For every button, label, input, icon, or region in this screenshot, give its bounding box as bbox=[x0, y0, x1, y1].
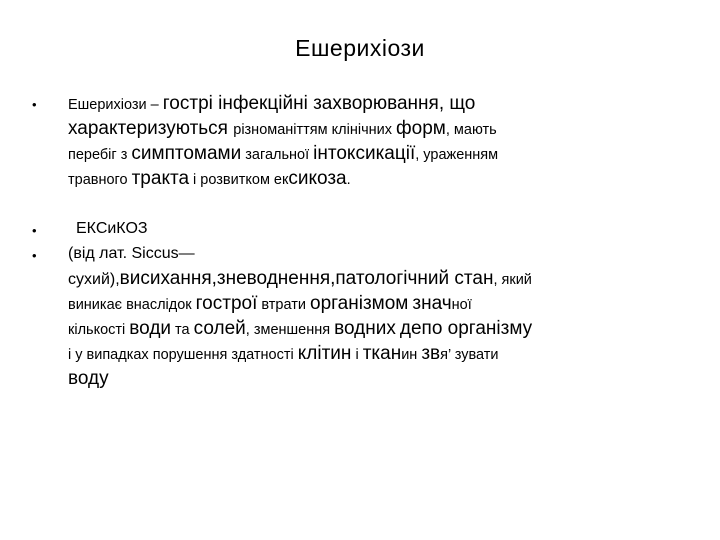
text-run: води bbox=[129, 318, 172, 339]
text-run: патологічний стан bbox=[335, 268, 494, 289]
text-run: травного bbox=[68, 172, 132, 188]
paragraph-exicosis-definition bbox=[68, 241, 688, 391]
text-run: клітин bbox=[297, 343, 352, 364]
exicosis-term: ЕКСиКОЗ bbox=[76, 220, 148, 237]
paragraph-line bbox=[68, 116, 688, 141]
text-run: солей bbox=[193, 318, 246, 339]
text-run: ин bbox=[401, 347, 422, 363]
bullet-marker-1: • bbox=[32, 97, 37, 112]
text-run: і у випадках порушення здатності bbox=[68, 347, 298, 363]
text-run: депо організму bbox=[399, 318, 533, 339]
bullet-marker-2: • bbox=[32, 223, 37, 238]
text-run: воду bbox=[68, 368, 109, 389]
text-run: , ураженням bbox=[415, 147, 499, 163]
bullet-marker-3: • bbox=[32, 248, 37, 263]
paragraph-line bbox=[68, 366, 688, 391]
text-run: , зменшення bbox=[245, 322, 335, 338]
text-run: втрати bbox=[257, 297, 311, 313]
text-run: водних bbox=[334, 318, 396, 339]
text-run: ткан bbox=[362, 343, 402, 364]
text-run: висихання, bbox=[119, 268, 217, 289]
text-run: , мають bbox=[445, 122, 497, 138]
text-run: зв bbox=[421, 343, 441, 364]
text-run: кількості bbox=[68, 322, 130, 338]
text-run: тракта bbox=[131, 168, 190, 189]
paragraph-line bbox=[68, 341, 688, 366]
slide-title: Ешерихіози bbox=[295, 35, 425, 61]
text-run: симптомами bbox=[131, 143, 242, 164]
paragraph-line bbox=[68, 166, 688, 191]
text-run: я’ зувати bbox=[440, 347, 499, 363]
text-run: Ешерихіози bbox=[68, 97, 147, 113]
text-run: – bbox=[146, 97, 163, 113]
text-run: гострої bbox=[195, 293, 258, 314]
text-run: . bbox=[346, 172, 351, 188]
text-run: перебіг з bbox=[68, 147, 132, 163]
text-run: (від лат. Siccus— bbox=[68, 245, 195, 262]
paragraph-line bbox=[68, 316, 688, 341]
paragraph-line bbox=[68, 91, 688, 116]
text-run: інтоксикації bbox=[313, 143, 416, 164]
paragraph-line bbox=[68, 266, 688, 291]
text-run: загальної bbox=[241, 147, 314, 163]
text-run: сухий), bbox=[68, 271, 120, 288]
text-run: ної bbox=[451, 297, 472, 313]
text-run: знач bbox=[412, 293, 452, 314]
paragraph-line bbox=[68, 241, 688, 266]
text-run: та bbox=[171, 322, 194, 338]
text-run: організмом bbox=[310, 293, 409, 314]
paragraph-line bbox=[68, 291, 688, 316]
paragraph-exicosis-term bbox=[76, 216, 696, 241]
text-run: і bbox=[351, 347, 363, 363]
paragraph-eshericioses-definition bbox=[68, 91, 688, 191]
text-run: різноманіттям клінічних bbox=[233, 122, 397, 138]
text-run: і розвитком ек bbox=[189, 172, 289, 188]
text-run: гострі інфекційні захворювання, що bbox=[162, 93, 476, 114]
text-run: зневоднення, bbox=[216, 268, 336, 289]
text-run: , який bbox=[493, 272, 532, 288]
text-run: характеризуються bbox=[68, 118, 234, 139]
paragraph-line bbox=[68, 141, 688, 166]
text-run: виникає внаслідок bbox=[68, 297, 196, 313]
text-run: сикоза bbox=[288, 168, 347, 189]
text-run: форм bbox=[396, 118, 446, 139]
